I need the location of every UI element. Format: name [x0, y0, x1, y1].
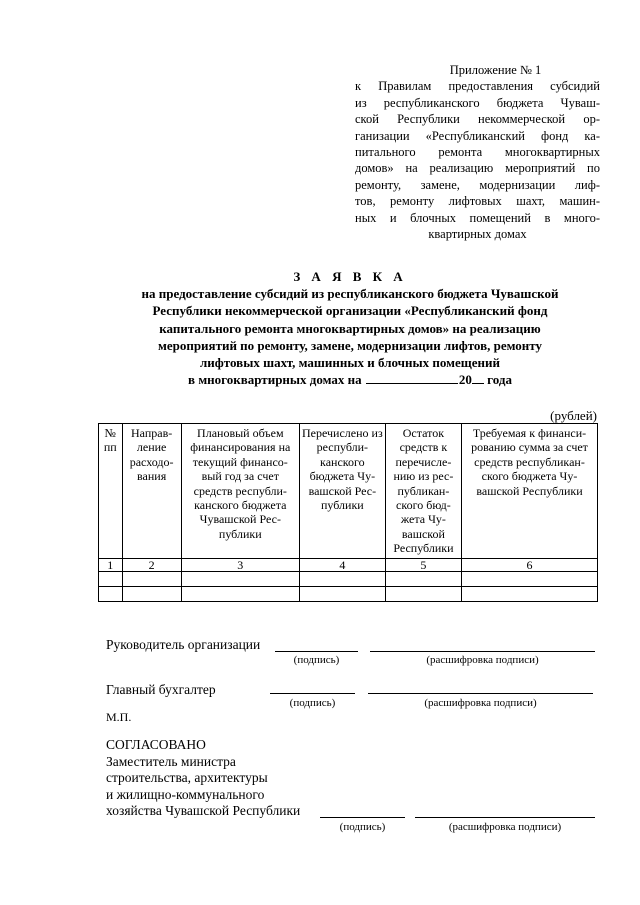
- table-cell[interactable]: [385, 572, 461, 587]
- date-prefix: в многоквартирных домах на: [188, 372, 362, 388]
- column-number: 4: [299, 559, 385, 572]
- head-of-organization-label: Руководитель организации: [106, 637, 261, 652]
- approval-line: и жилищно-коммунального: [106, 786, 265, 802]
- annex-line: ганизации «Республиканский фонд ка-: [355, 128, 600, 143]
- column-number: 2: [122, 559, 181, 572]
- heading-date-line: [60, 371, 640, 388]
- head-decoding-line[interactable]: [370, 651, 595, 652]
- table-cell[interactable]: [122, 572, 181, 587]
- annex-line: ных и блочных помещений в много-: [355, 210, 600, 225]
- approval-line: Заместитель министра: [106, 753, 236, 769]
- heading-line: лифтовых шахт, машинных и блочных помещений: [200, 355, 500, 371]
- table-cell[interactable]: [385, 587, 461, 602]
- table-cell[interactable]: [181, 572, 299, 587]
- approval-line: хозяйства Чувашской Республики: [106, 803, 301, 818]
- chief-accountant-label: Главный бухгалтер: [106, 682, 216, 697]
- approval-title: СОГЛАСОВАНО: [106, 737, 206, 752]
- accountant-decoding-caption: (расшифровка подписи): [424, 697, 537, 709]
- accountant-decoding-line[interactable]: [368, 693, 593, 694]
- annex-line: тов, ремонту лифтовых шахт, машин-: [355, 194, 600, 209]
- column-number: 3: [181, 559, 299, 572]
- table-row: [99, 572, 598, 587]
- date-blank[interactable]: [366, 371, 458, 384]
- column-number: 1: [99, 559, 123, 572]
- heading-line: мероприятий по ремонту, замене, модернизации лифтов, ремонту: [157, 337, 543, 353]
- approval-decoding-caption: (расшифровка подписи): [448, 821, 562, 833]
- head-signature-caption: (подпись): [293, 654, 340, 666]
- approval-decoding-line[interactable]: [415, 817, 595, 818]
- application-title: З А Я В К А: [293, 269, 407, 284]
- annex-block: [355, 62, 600, 242]
- annex-line: квартирных домах: [428, 227, 527, 242]
- approval-signature-caption: (подпись): [339, 821, 386, 833]
- table-cell[interactable]: [122, 587, 181, 602]
- annex-line: из республиканского бюджета Чуваш-: [355, 95, 600, 110]
- header-cell-transferred: Перечислено из республи-канского бюджета Чу-вашской Рес-публики: [299, 424, 385, 559]
- header-cell-planned: Плановый объем финансирования на текущий финансо-вый год за счет средств республи-канского бюджета Чувашской Рес-публики: [181, 424, 299, 559]
- table-cell[interactable]: [99, 572, 123, 587]
- year-blank[interactable]: [472, 371, 484, 384]
- table-row: [99, 587, 598, 602]
- subsidy-table: [98, 423, 598, 602]
- annex-line: ремонту, замене, модернизации лиф-: [355, 177, 600, 192]
- application-heading: [60, 268, 640, 388]
- table-cell[interactable]: [299, 572, 385, 587]
- table-cell[interactable]: [299, 587, 385, 602]
- table-cell[interactable]: [99, 587, 123, 602]
- column-number: 5: [385, 559, 461, 572]
- stamp-place: М.П.: [106, 710, 132, 724]
- head-decoding-caption: (расшифровка подписи): [426, 654, 539, 666]
- table-cell[interactable]: [181, 587, 299, 602]
- annex-line: питального ремонта многоквартирных: [355, 145, 600, 160]
- approval-line: строительства, архитектуры: [106, 770, 268, 785]
- annex-line: к Правилам предоставления субсидий: [355, 79, 600, 94]
- table-cell[interactable]: [462, 587, 598, 602]
- annex-line: ской Республики некоммерческой ор-: [355, 112, 600, 127]
- date-suffix: года: [487, 372, 512, 388]
- units-label: (рублей): [550, 408, 597, 423]
- date-year: 20: [458, 372, 472, 388]
- header-cell-remaining: Остаток средств к перечисле-нию из рес-публикан-ского бюд-жета Чу-вашской Республики: [385, 424, 461, 559]
- header-cell-direction: Направ-ление расходо-вания: [122, 424, 181, 559]
- heading-line: капитального ремонта многоквартирных домов» на реализацию: [159, 320, 541, 336]
- header-cell-required: Требуемая к финанси-рованию сумма за счет средств республикан-ского бюджета Чу-вашской Республики: [462, 424, 598, 559]
- accountant-signature-line[interactable]: [270, 693, 355, 694]
- approval-block: [106, 737, 300, 820]
- annex-title: Приложение № 1: [449, 63, 542, 77]
- approval-signature-line[interactable]: [320, 817, 405, 818]
- heading-line: Республики некоммерческой организации «Республиканский фонд: [152, 303, 548, 319]
- column-number: 6: [462, 559, 598, 572]
- annex-line: домов» на реализацию мероприятий по: [355, 161, 600, 176]
- table-cell[interactable]: [462, 572, 598, 587]
- header-cell-number: № пп: [99, 424, 123, 559]
- table-number-row: [99, 559, 598, 572]
- head-signature-line[interactable]: [275, 651, 358, 652]
- table-header-row: [99, 424, 598, 559]
- heading-line: на предоставление субсидий из республиканского бюджета Чувашской: [141, 286, 559, 302]
- accountant-signature-caption: (подпись): [289, 697, 336, 709]
